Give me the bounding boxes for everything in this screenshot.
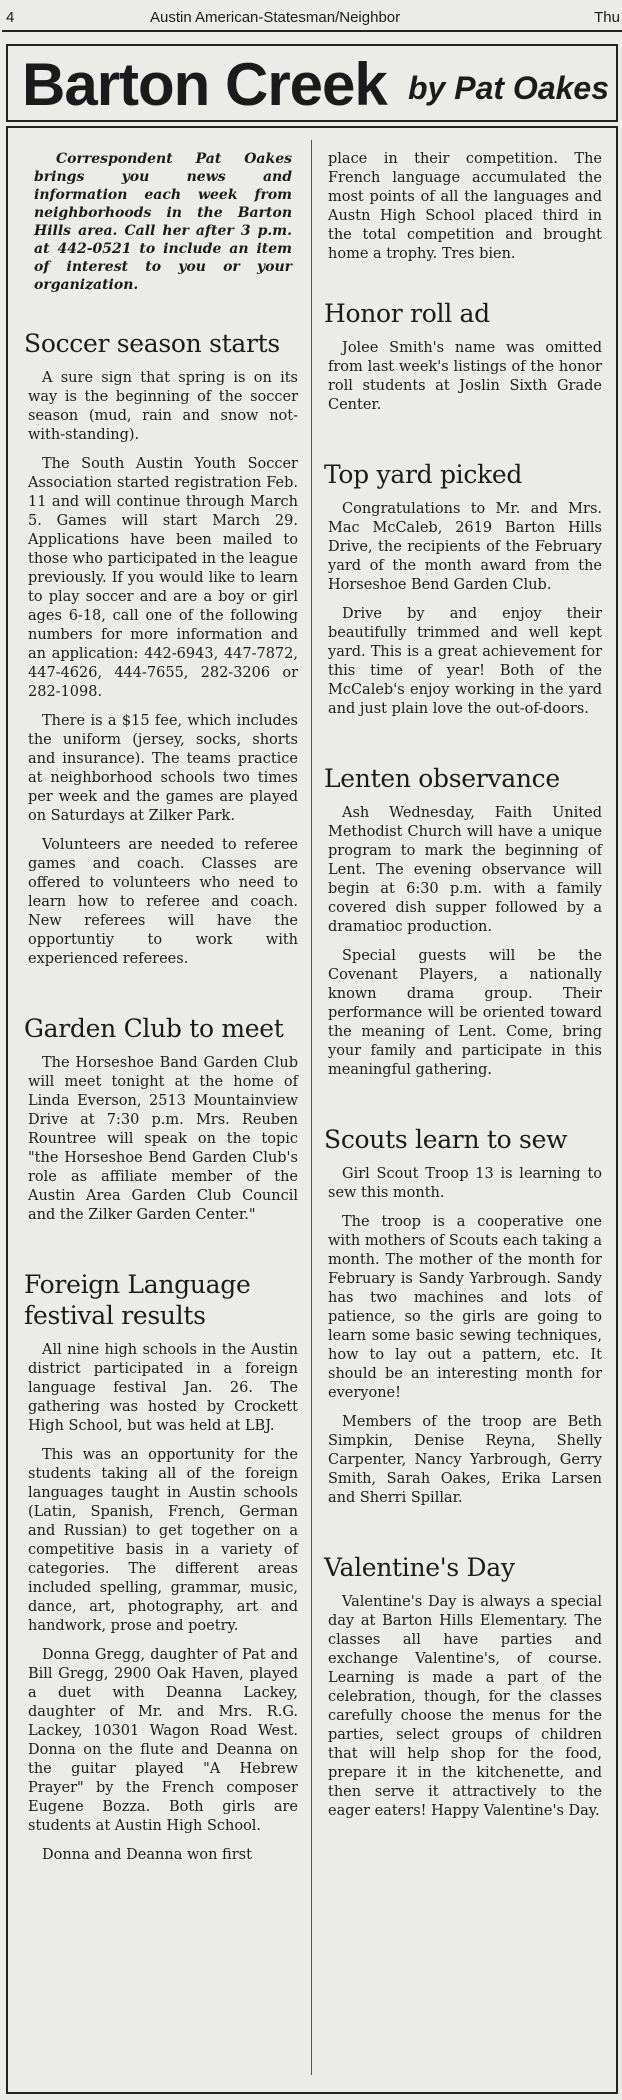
intro-blurb: Correspondent Pat Oakes brings you news and information each week from neighborhoods in the Barton Hills area. Call her after 3 p.m. at 442-0521 to include an item of interest to you or your organization.	[34, 151, 292, 293]
masthead	[6, 44, 618, 122]
article-paragraph: Donna and Deanna won first	[42, 1847, 252, 1863]
column-divider	[311, 140, 312, 2075]
headline-foreign-language: Foreign Language festival results	[24, 1270, 251, 1330]
headline-valentines: Valentine's Day	[324, 1553, 515, 1582]
article-paragraph: All nine high schools in the Austin district participated in a foreign language festival Jan. 26. The gathering was hosted by Crockett High School, but was held at LBJ.	[28, 1342, 298, 1434]
headline-honor-roll: Honor roll ad	[324, 299, 490, 328]
article-valentines	[324, 1552, 602, 1821]
article-soccer	[24, 328, 298, 969]
article-paragraph: Special guests will be the Covenant Players, a nationally known drama group. Their performance will be oriented toward the meaning of Lent. Come, bring your family and participate in this meaningful gathering.	[328, 948, 602, 1078]
article-paragraph: A sure sign that spring is on its way is the beginning of the soccer season (mud, rain and snow not-with-standing).	[28, 370, 298, 443]
article-paragraph: The troop is a cooperative one with mothers of Scouts each taking a month. The mother of the month for February is Sandy Yarbrough. Sandy has two machines and lots of patience, so the girls are going to learn some basic sewing techniques, how to lay out a pattern, etc. It should be an interesting month for everyone!	[328, 1214, 602, 1401]
column-byline: by Pat Oakes	[408, 70, 609, 106]
article-paragraph: Girl Scout Troop 13 is learning to sew this month.	[328, 1166, 602, 1201]
article-paragraph: Ash Wednesday, Faith United Methodist Church will have a unique program to mark the beginning of Lent. The evening observance will begin at 6:30 p.m. with a family covered dish supper followed by a dramatioc production.	[328, 805, 602, 935]
article-lenten	[324, 763, 602, 1080]
top-rule	[2, 30, 622, 32]
headline-garden-club: Garden Club to meet	[24, 1014, 284, 1043]
article-paragraph: There is a $15 fee, which includes the uniform (jersey, socks, shorts and insurance). The teams practice at neighborhood schools two times per week and the games are played on Saturdays at Zilker Park.	[28, 713, 298, 824]
article-paragraph: Drive by and enjoy their beautifully trimmed and well kept yard. This is a great achievement for this time of year! Both of the McCaleb's enjoy working in the yard and just plain love the out-of-doors.	[328, 606, 602, 717]
publication-name: Austin American-Statesman/Neighbor	[150, 9, 401, 26]
article-paragraph: Members of the troop are Beth Simpkin, Denise Reyna, Shelly Carpenter, Nancy Yarbrough, Gerry Smith, Sarah Oakes, Erika Larsen and Sherri Spillar.	[328, 1414, 602, 1506]
article-paragraph: Donna Gregg, daughter of Pat and Bill Gregg, 2900 Oak Haven, played a duet with Deanna Lackey, daughter of Mr. and Mrs. R.G. Lackey, 10301 Wagon Road West. Donna on the flute and Deanna on the guitar played "A Hebrew Prayer" by the French composer Eugene Bozza. Both girls are students at Austin High School.	[28, 1647, 298, 1834]
article-paragraph: Congratulations to Mr. and Mrs. Mac McCaleb, 2619 Barton Hills Drive, the recipients of the February yard of the month award from the Horseshoe Bend Garden Club.	[328, 501, 602, 593]
page-number: 4	[6, 9, 15, 26]
article-paragraph-continued: place in their competition. The French language accumulated the most points of all the languages and Austn High School placed third in the total competition and brought home a trophy. Tres bien.	[328, 151, 602, 262]
day-label: Thu	[594, 9, 620, 26]
article-top-yard	[324, 459, 602, 719]
running-head	[0, 6, 622, 30]
article-paragraph: The South Austin Youth Soccer Association started registration Feb. 11 and will continue through March 5. Games will start March 29. Applications have been mailed to those who participated in the league previously. If you would like to learn to play soccer and are a boy or girl ages 6-18, call one of the following numbers for more information and an application: 442-6943, 447-7872, 447-4626, 444-7655, 282-3206 or 282-1098.	[28, 456, 298, 700]
article-paragraph: Jolee Smith's name was omitted from last week's listings of the honor roll students at Joslin Sixth Grade Center.	[328, 340, 602, 413]
column-title: Barton Creek	[22, 51, 387, 118]
article-honor-roll	[324, 298, 602, 415]
right-column	[324, 150, 602, 1831]
article-scouts	[324, 1124, 602, 1508]
headline-top-yard: Top yard picked	[324, 460, 523, 489]
left-column	[24, 150, 298, 1875]
article-foreign-language	[24, 1269, 298, 1865]
headline-lenten: Lenten observance	[324, 764, 560, 793]
article-garden-club	[24, 1013, 298, 1225]
article-paragraph: Valentine's Day is always a special day at Barton Hills Elementary. The classes all have parties and exchange Valentine's, of course. Learning is made a part of the celebration, though, for the classes carefully choose the menus for the parties, select groups of children that will help shop for the food, prepare it in the kitchenette, and then serve it attractively to the eager eaters! Happy Valentine's Day.	[328, 1594, 602, 1819]
headline-scouts: Scouts learn to sew	[324, 1125, 568, 1154]
article-paragraph: Volunteers are needed to referee games and coach. Classes are offered to volunteers who need to learn how to referee and coach. New referees will have the opportuntiy to work with experienced referees.	[28, 837, 298, 967]
article-paragraph: The Horseshoe Band Garden Club will meet tonight at the home of Linda Everson, 2513 Mountainview Drive at 7:30 p.m. Mrs. Reuben Rountree will speak on the topic "the Horseshoe Bend Garden Club's role as affiliate member of the Austin Area Garden Club Council and the Zilker Garden Center."	[28, 1055, 298, 1223]
article-paragraph: This was an opportunity for the students taking all of the foreign languages taught in Austin schools (Latin, Spanish, French, German and Russian) to get together on a competitive basis in a variety of categories. The different areas included spelling, grammar, music, dance, art, photography, art and handwork, prose and poetry.	[28, 1447, 298, 1634]
headline-soccer: Soccer season starts	[24, 329, 280, 358]
